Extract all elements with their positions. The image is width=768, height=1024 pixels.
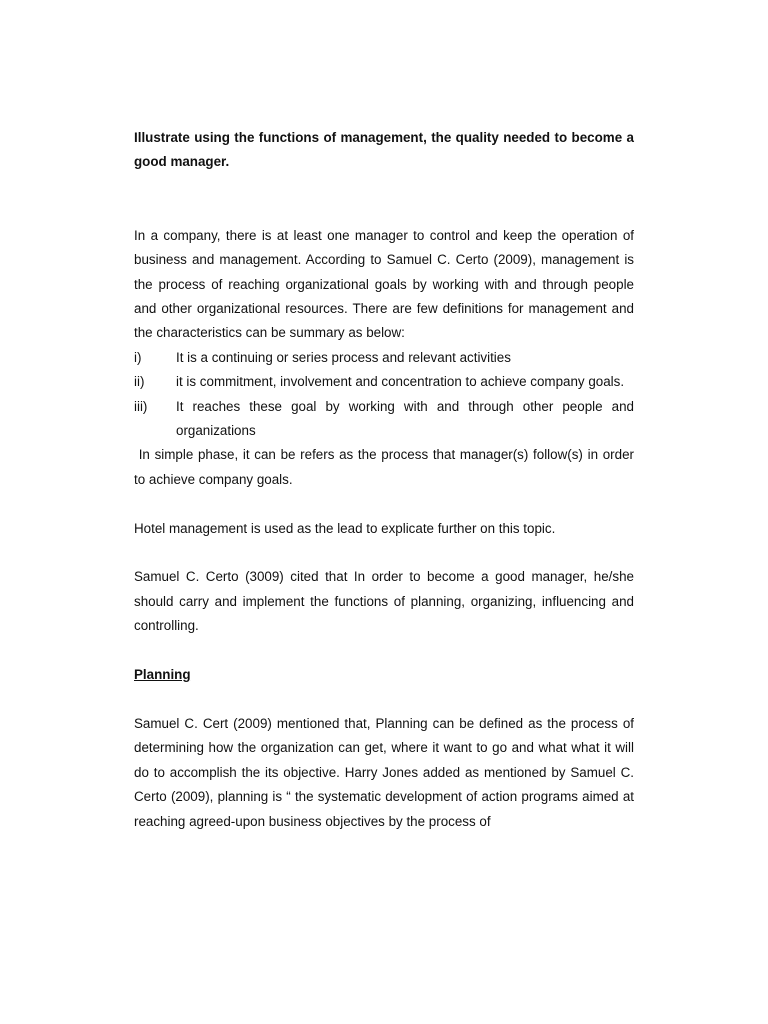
hotel-paragraph: Hotel management is used as the lead to explicate further on this topic. <box>134 520 556 536</box>
list-marker: ii) <box>134 374 145 390</box>
certo-paragraph: Samuel C. Certo (3009) cited that In order to become a good manager, he/she should carry and implement the functions of planning, organizing, influencing and controlling. <box>134 569 634 634</box>
spacer <box>134 639 634 663</box>
list-item <box>134 346 634 370</box>
list-item <box>134 370 634 394</box>
list-item-text: It reaches these goal by working with and through other people and organizations <box>176 398 634 439</box>
document-title: Illustrate using the functions of management, the quality needed to become a good manager. <box>134 130 634 170</box>
summary-paragraph: In simple phase, it can be refers as the process that manager(s) follow(s) in order to achieve company goals. <box>134 447 638 487</box>
list-item <box>134 395 634 444</box>
spacer <box>134 175 634 224</box>
planning-heading: Planning <box>134 667 191 683</box>
list-item-text: it is commitment, involvement and concentration to achieve company goals. <box>176 374 625 390</box>
document-body <box>134 126 638 834</box>
list-marker: iii) <box>134 398 148 414</box>
characteristics-list <box>134 346 634 444</box>
planning-paragraph: Samuel C. Cert (2009) mentioned that, Planning can be defined as the process of determining how the organization can get, where it want to go and what what it will do to accomplish the its objective. Harry Jones added as mentioned by Samuel C. Certo (2009), planning is “ the systematic development of action programs aimed at reaching agreed-upon business objectives by the process of <box>134 715 634 829</box>
intro-paragraph: In a company, there is at least one manager to control and keep the operation of business and management. According to Samuel C. Certo (2009), management is the process of reaching organizational goals by working with and through people and other organizational resources. There are few definitions for management and the characteristics can be summary as below: <box>134 227 634 341</box>
spacer <box>134 492 634 516</box>
list-item-text: It is a continuing or series process and relevant activities <box>176 349 511 365</box>
spacer <box>134 687 634 711</box>
list-marker: i) <box>134 349 142 365</box>
spacer <box>134 541 634 565</box>
